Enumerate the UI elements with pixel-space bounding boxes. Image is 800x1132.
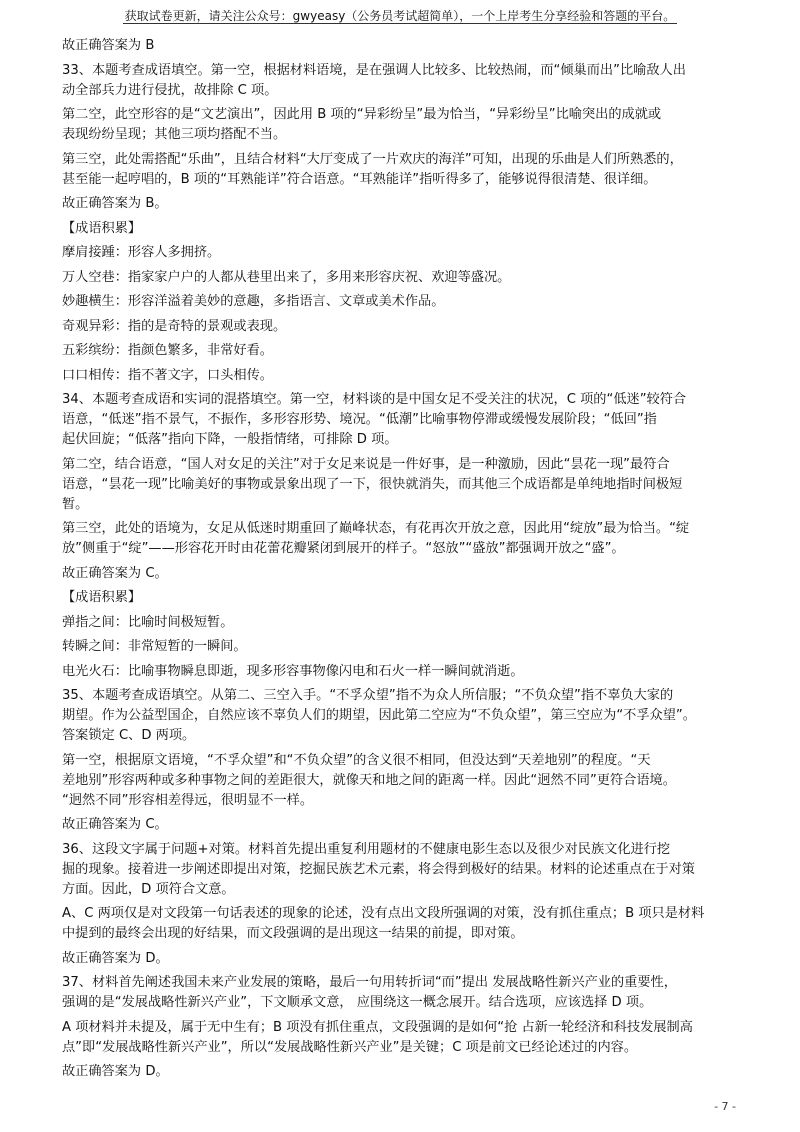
document-body [62, 36, 752, 1082]
text-line: 答案锁定 C、D 两项。 [62, 728, 196, 743]
text-line: 故正确答案为 D。 [62, 1064, 169, 1079]
text-line: “迥然不同”形容相差得远，很明显不一样。 [62, 792, 314, 808]
text-line: 差地别”形容两种或多种事物之间的差距很大，就像天和地之间的距离一样。因此“迥然不同”更符合语境。 [62, 772, 676, 788]
text-line: 期望。作为公益型国企，自然应该不辜负人们的期望，因此第二空应为“不负众望”，第三空应为“不孚众望”。 [62, 708, 696, 723]
text-line: 第三空，此处的语境为，女足从低迷时期重回了巅峰状态，有花再次开放之意，因此用“绽放”最为恰当。“绽 [62, 521, 690, 536]
text-line: 暂。 [62, 496, 89, 512]
text-line: 第三空，此处需搭配“乐曲”，且结合材料“大厅变成了一片欢庆的海洋”可知，出现的乐曲是人们所熟悉的， [62, 151, 683, 167]
text-line: 【成语积累】 [62, 590, 142, 605]
text-line: 弹指之间：比喻时间极短暂。 [62, 614, 234, 630]
text-line: 万人空巷：指家家户户的人都从巷里出来了，多用来形容庆祝、欢迎等盛况。 [62, 269, 511, 285]
text-line: 37、材料首先阐述我国未来产业发展的策略，最后一句用转折词“而”提出 发展战略性新兴产业的重要性， [62, 975, 677, 990]
text-line: 34、本题考查成语和实词的混搭填空。第一空，材料谈的是中国女足不受关注的状况，C 项的“低迷”较符合 [62, 392, 687, 407]
text-line: 中提到的最终会出现的好结果，而文段强调的是出现这一结果的前提，即对策。 [62, 926, 524, 941]
text-line: 摩肩接踵：形容人多拥挤。 [62, 245, 221, 260]
text-line: 故正确答案为 C。 [62, 817, 168, 832]
text-line: A、C 两项仅是对文段第一句话表述的现象的论述，没有点出文段所强调的对策，没有抓住重点；B 项只是材料 [62, 906, 705, 921]
text-line: 语意，“昙花一现”比喻美好的事物或景象出现了一下，很快就消失，而其他三个成语都是单纯地指时间极短 [62, 476, 683, 492]
text-line: 35、本题考查成语填空。从第二、三空入手。“不孚众望”指不为众人所信服；“不负众望”指不辜负大家的 [62, 688, 674, 703]
text-line: 口口相传：指不著文字，口头相传。 [62, 367, 273, 383]
page-number: - 7 - [714, 1100, 736, 1113]
text-line: 强调的是“发展战略性新兴产业”，下文顺承文意， 应围绕这一概念展开。结合选项，应该选择 D 项。 [62, 995, 653, 1010]
text-line: 故正确答案为 D。 [62, 950, 169, 966]
text-line: 电光火石：比喻事物瞬息即逝，现多形容事物像闪电和石火一样一瞬间就消逝。 [62, 663, 524, 679]
text-line: 故正确答案为 B [62, 38, 155, 53]
text-line: 起伏回旋；“低落”指向下降，一般指情绪，可排除 D 项。 [62, 432, 398, 447]
text-line: 转瞬之间：非常短暂的一瞬间。 [62, 639, 247, 654]
text-line: 故正确答案为 C。 [62, 565, 168, 581]
text-line: A 项材料并未提及，属于无中生有；B 项没有抓住重点，文段强调的是如何“抢 占新一轮经济和科技发展制高 [62, 1019, 693, 1035]
text-line: 故正确答案为 B。 [62, 196, 168, 211]
text-line: 方面。因此，D 项符合文意。 [62, 881, 235, 897]
text-line: 33、本题考查成语填空。第一空，根据材料语境，是在强调人比较多、比较热闹，而“倾巢而出”比喻敌人出 [62, 62, 686, 78]
text-line: 动全部兵力进行侵扰，故排除 C 项。 [62, 82, 278, 98]
text-line: 第一空，根据原文语境，“不孚众望”和“不负众望”的含义很不相同，但没达到“天差地别”的程度。“天 [62, 752, 651, 768]
text-line: 第二空，此空形容的是“文艺演出”，因此用 B 项的“异彩纷呈”最为恰当，“异彩纷呈”比喻突出的成就或 [62, 107, 662, 122]
text-line: 语意，“低迷”指不景气，不振作，多形容形势、境况。“低潮”比喻事物停滞或缓慢发展阶段；“低回”指 [62, 412, 657, 427]
page-header [0, 8, 800, 24]
text-line: 表现纷纷呈现；其他三项均搭配不当。 [62, 127, 287, 142]
text-line: 放”侧重于“绽”——形容花开时由花蕾花瓣紧闭到展开的样子。“怒放”“盛放”都强调开放之“盛”。 [62, 541, 625, 556]
text-line: 【成语积累】 [62, 220, 142, 236]
text-line: 甚至能一起哼唱的，B 项的“耳熟能详”符合语意。“耳熟能详”指听得多了，能够说得很清楚、很详细。 [62, 171, 657, 187]
text-line: 五彩缤纷：指颜色繁多，非常好看。 [62, 343, 273, 358]
text-line: 第二空，结合语意，“国人对女足的关注”对于女足来说是一件好事，是一种激励，因此“昙花一现”最符合 [62, 456, 670, 472]
text-line: 奇观异彩：指的是奇特的景观或表现。 [62, 318, 287, 334]
text-line: 掘的现象。接着进一步阐述即提出对策，挖掘民族艺术元素，将会得到极好的结果。材料的论述重点在于对策 [62, 861, 695, 877]
header-notice: 获取试卷更新，请关注公众号：gwyeasy（公务员考试超简单），一个上岸考生分享经验和答题的平台。 [124, 9, 676, 23]
text-line: 点”即“发展战略性新兴产业”，所以“发展战略性新兴产业”是关键；C 项是前文已经论述过的内容。 [62, 1039, 638, 1055]
text-line: 妙趣横生：形容洋溢着美妙的意趣，多指语言、文章或美术作品。 [62, 294, 445, 309]
text-line: 36、这段文字属于问题+对策。材料首先提出重复利用题材的不健康电影生态以及很少对民族文化进行挖 [62, 841, 671, 857]
